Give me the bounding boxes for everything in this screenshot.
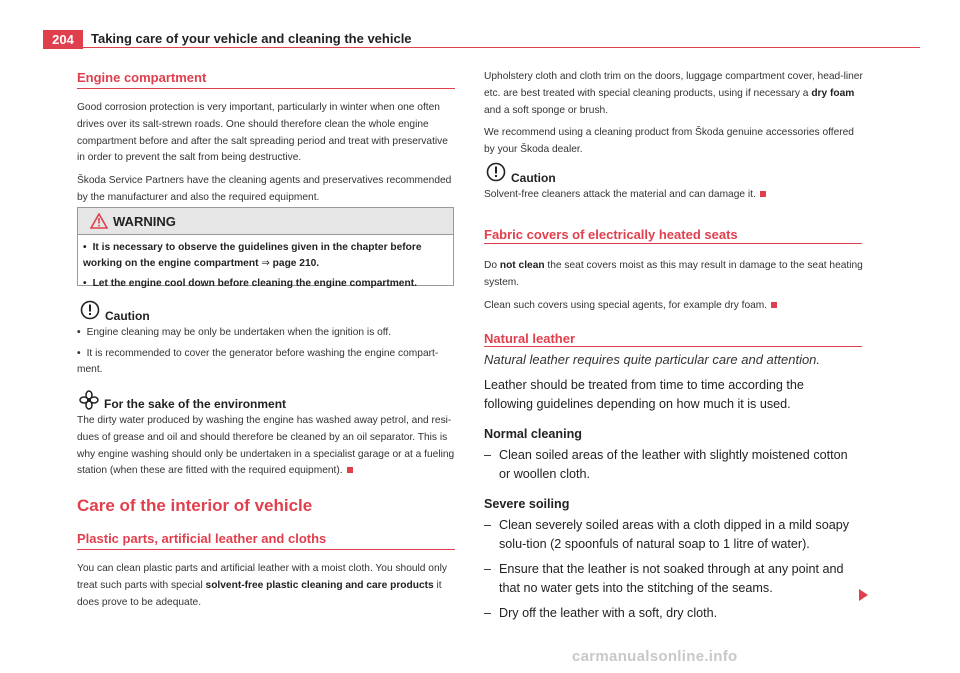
engine-paragraphs: [77, 100, 457, 213]
upholstery-block: [484, 69, 864, 165]
section-rule: [484, 243, 862, 244]
environment-text: The dirty water produced by washing the engine has washed away petrol, and resi-dues of grease and oil and should therefore be cleaned by an oil separator. This is why engine washing should only be undertaken in a specialist garage or at a fueling station (when these are fitted with the required equipment).: [77, 415, 455, 477]
caution-icon: [80, 300, 100, 320]
caution-title: Caution: [105, 309, 150, 323]
caution-item-1-text: Engine cleaning may be only be undertaken when the ignition is off.: [86, 327, 392, 338]
plastic-parts-text: [77, 561, 459, 611]
bullet-icon: •: [77, 348, 81, 359]
continue-arrow-icon: [859, 589, 868, 601]
upholstery-paragraph-1: [484, 69, 864, 119]
fabric-paragraph-1: [484, 258, 864, 292]
environment-title: For the sake of the environment: [104, 397, 287, 411]
end-of-section-mark: [771, 302, 777, 308]
normal-cleaning-item: [484, 446, 854, 484]
bullet-icon: •: [77, 327, 81, 338]
severe-soiling-title: Severe soiling: [484, 497, 570, 511]
environment-flower-icon: [79, 390, 99, 410]
normal-cleaning-text: Clean soiled areas of the leather with slightly moistened cotton or woollen cloth.: [499, 448, 848, 481]
fabric-text-2: Clean such covers using special agents, for example dry foam.: [484, 299, 768, 311]
caution-item-2-text: It is recommended to cover the generator before washing the engine compart-ment.: [77, 348, 439, 375]
warning-item-2: [83, 276, 449, 292]
end-of-section-mark: [760, 191, 766, 197]
header-rule: [43, 47, 920, 48]
section-rule: [77, 88, 455, 89]
fabric-paragraph-2: [484, 298, 864, 315]
right-caution-title: Caution: [511, 171, 556, 185]
warning-triangle-icon: [90, 213, 108, 229]
plastic-text-bold: solvent-free plastic cleaning and care products: [205, 579, 434, 591]
right-caution-text-block: [484, 187, 864, 204]
severe-item-1-text: Clean severely soiled areas with a cloth dipped in a mild soapy solu-tion (2 spoonfuls of natural soap to 1 litre of water).: [499, 518, 850, 551]
caution-list: [77, 325, 457, 378]
normal-cleaning-title: Normal cleaning: [484, 427, 582, 441]
environment-text-block: [77, 413, 457, 480]
running-header-title: Taking care of your vehicle and cleaning the vehicle: [91, 31, 412, 46]
arrow-ref-icon: ⇒: [261, 258, 270, 269]
severe-item-2: [484, 560, 854, 598]
warning-item-1: [83, 240, 449, 272]
upholstery-text-bold: dry foam: [811, 87, 855, 99]
severe-item-3-text: Dry off the leather with a soft, dry cloth.: [499, 606, 718, 620]
upholstery-paragraph-2: We recommend using a cleaning product from Škoda genuine accessories offered by your Škoda dealer.: [484, 127, 854, 156]
bullet-icon: •: [83, 278, 87, 289]
page-number: 204: [43, 30, 83, 49]
dash-icon: –: [484, 448, 492, 462]
engine-compartment-heading: Engine compartment: [77, 70, 207, 85]
fabric-covers-heading: Fabric covers of electrically heated seats: [484, 227, 738, 242]
dash-icon: –: [484, 518, 492, 532]
dash-icon: –: [484, 562, 492, 576]
plastic-text-part-2: it does prove to be adequate.: [77, 579, 442, 608]
warning-item-1-text: It is necessary to observe the guidelines given in the chapter before working on the engine compartment: [83, 242, 422, 269]
fabric-text-part-1: Do: [484, 260, 500, 271]
bullet-icon: •: [83, 242, 87, 253]
caution-item-1: [77, 325, 457, 341]
right-caution-text: Solvent-free cleaners attack the material and can damage it.: [484, 189, 756, 200]
caution-icon: [486, 162, 506, 182]
warning-item-2-text: Let the engine cool down before cleaning the engine compartment.: [92, 278, 417, 289]
dash-icon: –: [484, 606, 492, 620]
fabric-text-bold: not clean: [499, 260, 545, 271]
interior-care-heading: Care of the interior of vehicle: [77, 496, 313, 515]
severe-item-1: [484, 516, 854, 554]
fabric-text-part-2: the seat covers moist as this may result in damage to the seat heating system.: [484, 260, 863, 288]
warning-title: WARNING: [113, 214, 176, 229]
section-rule: [484, 346, 862, 347]
natural-leather-heading: Natural leather: [484, 331, 576, 346]
plastic-text-part-1: You can clean plastic parts and artificial leather with a moist cloth. You should only treat such parts with special: [77, 563, 447, 591]
leather-body: [484, 376, 854, 623]
engine-paragraph-1: Good corrosion protection is very important, particularly in winter when one often drives over its salt-strewn roads. One should therefore clean the whole engine compartment before and after the salt spreading period and treat with preservative in order to prevent the salt from being destructive.: [77, 102, 448, 164]
warning-item-1-page-ref[interactable]: page 210.: [269, 258, 320, 269]
engine-paragraph-2: Škoda Service Partners have the cleaning agents and preservatives recommended by the manufacturer and also the required equipment.: [77, 175, 452, 203]
upholstery-text-part-1: Upholstery cloth and cloth trim on the doors, luggage compartment cover, head-liner etc. are best treated with special cleaning products, using if necessary a: [484, 71, 863, 99]
warning-body: [83, 240, 449, 296]
section-rule: [77, 549, 455, 550]
severe-item-2-text: Ensure that the leather is not soaked through at any point and that no water gets into the stitching of the seams.: [499, 562, 844, 595]
fabric-covers-block: [484, 258, 864, 320]
severe-item-3: [484, 604, 854, 623]
caution-item-2: [77, 346, 457, 378]
watermark: carmanualsonline.info: [572, 648, 738, 665]
plastic-parts-heading: Plastic parts, artificial leather and cloths: [77, 531, 327, 546]
upholstery-text-part-2: and a soft sponge or brush.: [484, 104, 609, 116]
natural-leather-subtitle: Natural leather requires quite particular care and attention.: [484, 352, 821, 367]
end-of-section-mark: [347, 467, 353, 473]
leather-intro: Leather should be treated from time to time according the following guidelines depending on how much it is used.: [484, 378, 804, 411]
